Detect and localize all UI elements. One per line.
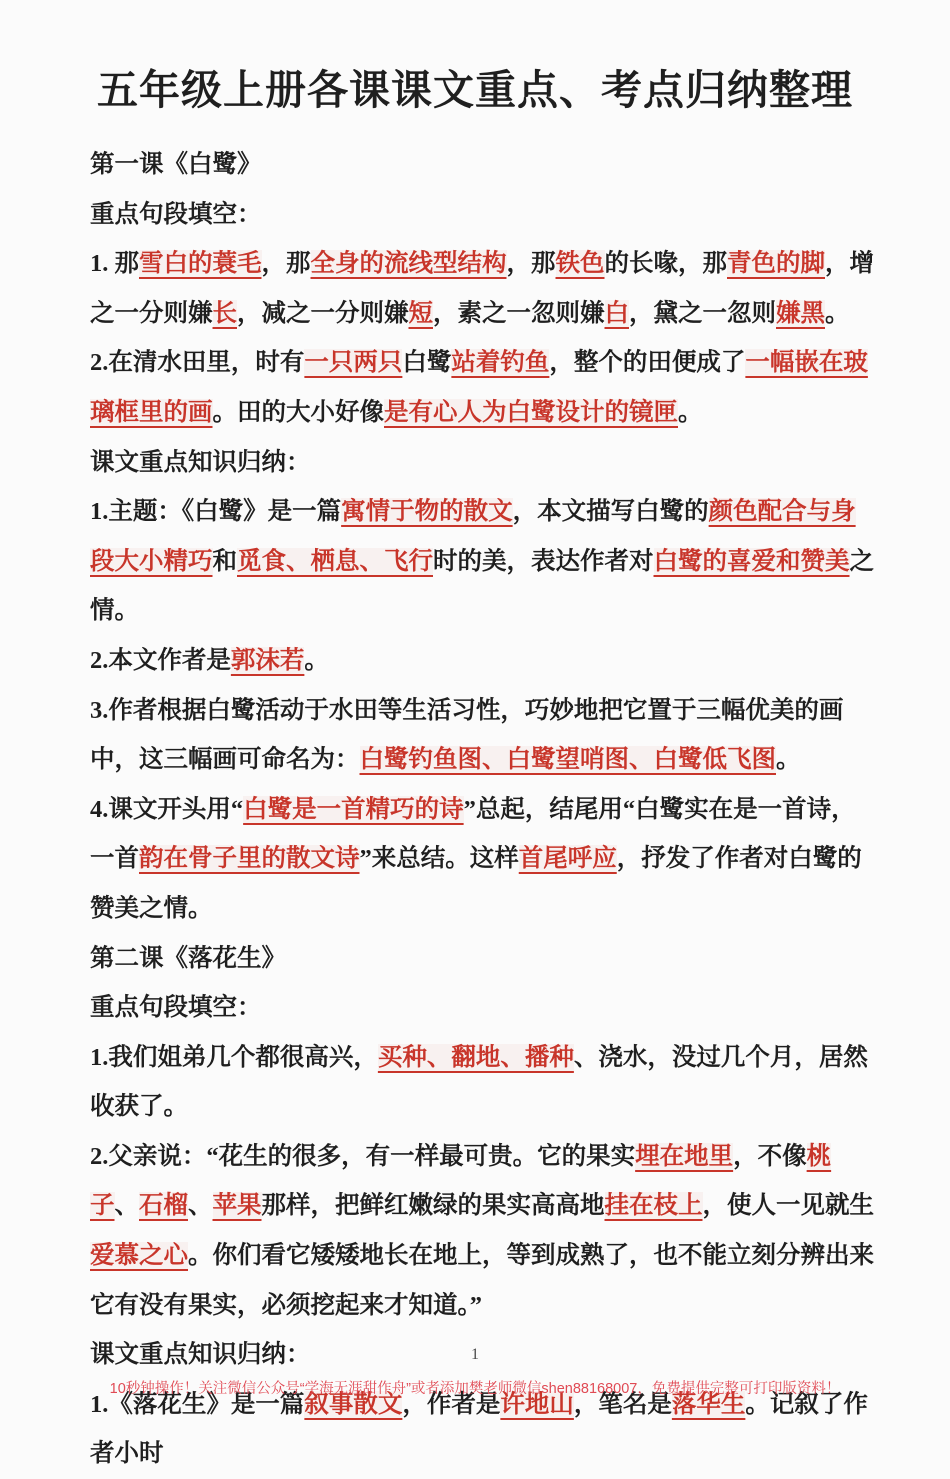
paragraph [90,487,880,636]
text-segment: ，不像 [733,1142,807,1170]
highlight-segment: 青色的脚 [727,250,825,278]
text-segment: ，使人一见就生 [702,1192,874,1220]
highlight-segment: 首尾呼应 [518,845,617,873]
highlight-segment: 埋在地里 [635,1142,734,1170]
text-segment: 。 [825,299,850,327]
highlight-segment: 苹果 [212,1192,262,1220]
text-segment: ”总起，结尾用“白鹭实在是一首诗，一首 [90,795,856,873]
highlight-segment: 颜色配合与身段大小精巧 [90,498,856,575]
highlight-segment: 一幅嵌在玻璃框里的画 [90,349,868,426]
text-segment: 课文重点知识归纳： [90,1341,311,1369]
highlight-segment: 铁色 [555,250,605,278]
highlight-segment: 挂在枝上 [604,1192,703,1220]
highlight-segment: 白鹭是一首精巧的诗 [243,795,464,823]
highlight-segment: 一只两只 [304,349,403,377]
text-segment: 重点句段填空： [90,200,262,228]
text-segment: 《白鹭》是一篇 [181,498,342,526]
text-segment: 、浇水，没过几个月，居然收获了。 [90,1043,868,1121]
text-segment: 。你们看它矮矮地长在地上，等到成熟了，也不能立刻分辨出来它有没有果实，必须挖起来才知道。” [90,1242,874,1319]
paragraph [90,686,880,785]
bold-segment: 主题： [108,498,182,526]
paragraph [90,785,880,934]
highlight-segment: 嫌黑 [776,299,825,327]
text-segment: 之情。 [90,547,874,625]
text-segment: 。 [776,746,801,774]
highlight-segment: 寓情于物的散文 [341,498,513,526]
text-segment: 第二课《落花生》 [90,944,286,972]
page-title: 五年级上册各课课文重点、考点归纳整理 [97,67,853,113]
text-segment: ，笔名是 [573,1390,672,1418]
text-segment: 2.在清水田里，时有 [90,349,305,377]
highlight-segment: 爱慕之心 [90,1242,188,1270]
highlight-segment: 石榴 [139,1192,188,1220]
text-segment: 2.本文作者是 [90,646,231,674]
highlight-segment: 觅食、栖息、飞行 [237,547,433,575]
highlight-segment: 桃子 [90,1142,832,1220]
text-segment: ，整个的田便成了 [549,349,746,377]
text-segment: 重点句段填空： [90,994,262,1022]
paragraph [90,338,880,437]
footer-promo-text: 10秒钟操作！关注微信公众号“学海无涯甜作舟”或者添加樊老师微信shen88168007，免费提供完整可打印版资料！ [109,1381,841,1397]
text-segment: 时的美，表达作者对 [433,547,654,575]
text-segment: 。 [304,646,329,674]
highlight-segment: 站着钓鱼 [451,349,550,377]
text-segment: 1.《落花生》是一篇 [90,1390,305,1418]
highlight-segment: 短 [408,299,433,327]
text-segment: ”来总结。这样 [359,845,519,873]
lesson-heading [90,140,880,190]
text-segment: 、 [188,1192,213,1220]
text-segment: 2.父亲说：“花生的很多，有一样最可贵。它的果实 [90,1142,636,1170]
text-segment: ，作者是 [402,1390,501,1418]
highlight-segment: 白鹭钓鱼图、白鹭望哨图、白鹭低飞图 [359,746,776,774]
text-segment: ，增之一分则嫌 [90,250,874,327]
highlight-segment: 白鹭的喜爱和赞美 [653,547,850,575]
lesson-heading [90,934,880,984]
paragraph [90,1033,880,1132]
text-segment: 。记叙了作者小时 [90,1390,868,1468]
text-segment: ，抒发了作者对白鹭的赞美之情。 [90,845,862,922]
paragraph [90,636,880,686]
text-segment: 。田的大小好像 [212,398,384,426]
document-page [0,64,950,1468]
text-segment: 课文重点知识归纳： [90,448,311,476]
blue-section-heading [90,983,880,1033]
text-segment: 的长喙，那 [604,250,727,278]
text-segment: ，本文描写白鹭的 [512,498,709,526]
text-segment: 1.我们姐弟几个都很高兴， [90,1043,378,1071]
highlight-segment: 韵在骨子里的散文诗 [139,845,360,873]
highlight-segment: 长 [212,299,237,327]
text-segment: 1. [90,498,109,526]
text-segment: 第一课《白鹭》 [90,151,262,178]
text-segment: 3.作者根据白鹭活动于水田等生活习性，巧妙地把它置于三幅优美的画中，这三幅画可命名为： [90,696,844,774]
text-segment: ，素之一忽则嫌 [433,299,605,327]
paragraph [90,239,880,338]
blue-section-heading [90,190,880,240]
text-segment: 那样，把鲜红嫩绿的果实高高地 [261,1192,605,1220]
text-segment: 4.课文开头用“ [90,795,244,823]
highlight-segment: 买种、翻地、播种 [377,1043,574,1071]
highlight-segment: 白 [604,299,629,327]
text-segment: ，那 [261,250,311,278]
highlight-segment: 是有心人为白鹭设计的镜匣 [384,398,678,426]
document-content [90,140,880,1479]
text-segment: 。 [678,398,703,426]
highlight-segment: 叙事散文 [304,1390,403,1418]
text-segment: 和 [212,547,237,575]
highlight-segment: 全身的流线型结构 [310,250,507,278]
text-segment: 白鹭 [402,349,452,377]
blue-section-heading [90,438,880,488]
highlight-segment: 落华生 [671,1390,746,1418]
text-segment: ，减之一分则嫌 [237,299,409,327]
text-segment: 、 [114,1192,139,1220]
paragraph [90,1132,880,1330]
highlight-segment: 雪白的蓑毛 [139,250,262,278]
highlight-segment: 许地山 [500,1390,574,1418]
text-segment: ，那 [506,250,556,278]
page-number: 1 [471,1346,479,1363]
text-segment: 1. 那 [90,250,139,278]
text-segment: ，黛之一忽则 [629,299,776,327]
highlight-segment: 郭沫若 [230,646,305,674]
